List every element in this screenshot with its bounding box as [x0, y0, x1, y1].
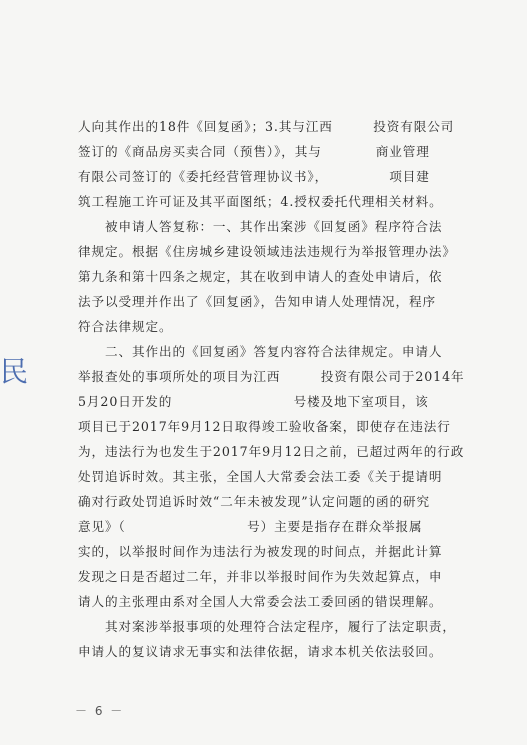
text-line: 法予以受理并作出了《回复函》，告知申请人处理情况，程序 — [78, 294, 437, 309]
text-line: 意见》（ 号）主要是指存在群众举报属 — [78, 519, 423, 534]
text-line: 为，违法行为也发生于2017年9月12日之前，已超过两年的行政 — [78, 444, 465, 459]
text-line: 项目已于2017年9月12日取得竣工验收备案，即使存在违法行 — [78, 419, 451, 434]
text-line: 其对案涉举报事项的处理符合法定程序，履行了法定职责， — [78, 619, 456, 634]
text-line: 签订的《商品房买卖合同（预售）》，其与 商业管理 — [78, 144, 430, 159]
margin-stamp-mark: 民 — [0, 355, 29, 388]
text-line: 符合法律规定。 — [78, 319, 173, 334]
text-line: 律规定。根据《住房城乡建设领域违法违规行为举报管理办法》 — [78, 244, 456, 259]
text-line: 实的，以举报时间作为违法行为被发现的时间点，并据此计算 — [78, 544, 443, 559]
page-number: － 6 － — [75, 704, 125, 718]
text-line: 确对行政处罚追诉时效“二年未被发现”认定问题的函的研究 — [78, 494, 431, 509]
text-line: 第九条和第十四条之规定，其在收到申请人的查处申请后，依 — [78, 269, 443, 284]
text-line: 人向其作出的18件《回复函》；3.其与江西 投资有限公司 — [78, 119, 455, 134]
text-line: 请人的主张理由系对全国人大常委会法工委回函的错误理解。 — [78, 594, 443, 609]
text-line: 有限公司签订的《委托经营管理协议书》， 项目建 — [78, 169, 430, 184]
text-line: 发现之日是否超过二年，并非以举报时间作为失效起算点，申 — [78, 569, 443, 584]
text-line: 处罚追诉时效。其主张，全国人大常委会法工委《关于提请明 — [78, 469, 443, 484]
text-line: 筑工程施工许可证及其平面图纸；4.授权委托代理相关材料。 — [78, 194, 443, 209]
text-line: 5月20日开发的 号楼及地下室项目，该 — [78, 394, 429, 409]
text-line: 被申请人答复称：一、其作出案涉《回复函》程序符合法 — [78, 219, 443, 234]
text-line: 申请人的复议请求无事实和法律依据，请求本机关依法驳回。 — [78, 644, 443, 659]
text-line: 举报查处的事项所处的项目为江西 投资有限公司于2014年 — [78, 369, 465, 384]
text-line: 二、其作出的《回复函》答复内容符合法律规定。申请人 — [78, 344, 443, 359]
